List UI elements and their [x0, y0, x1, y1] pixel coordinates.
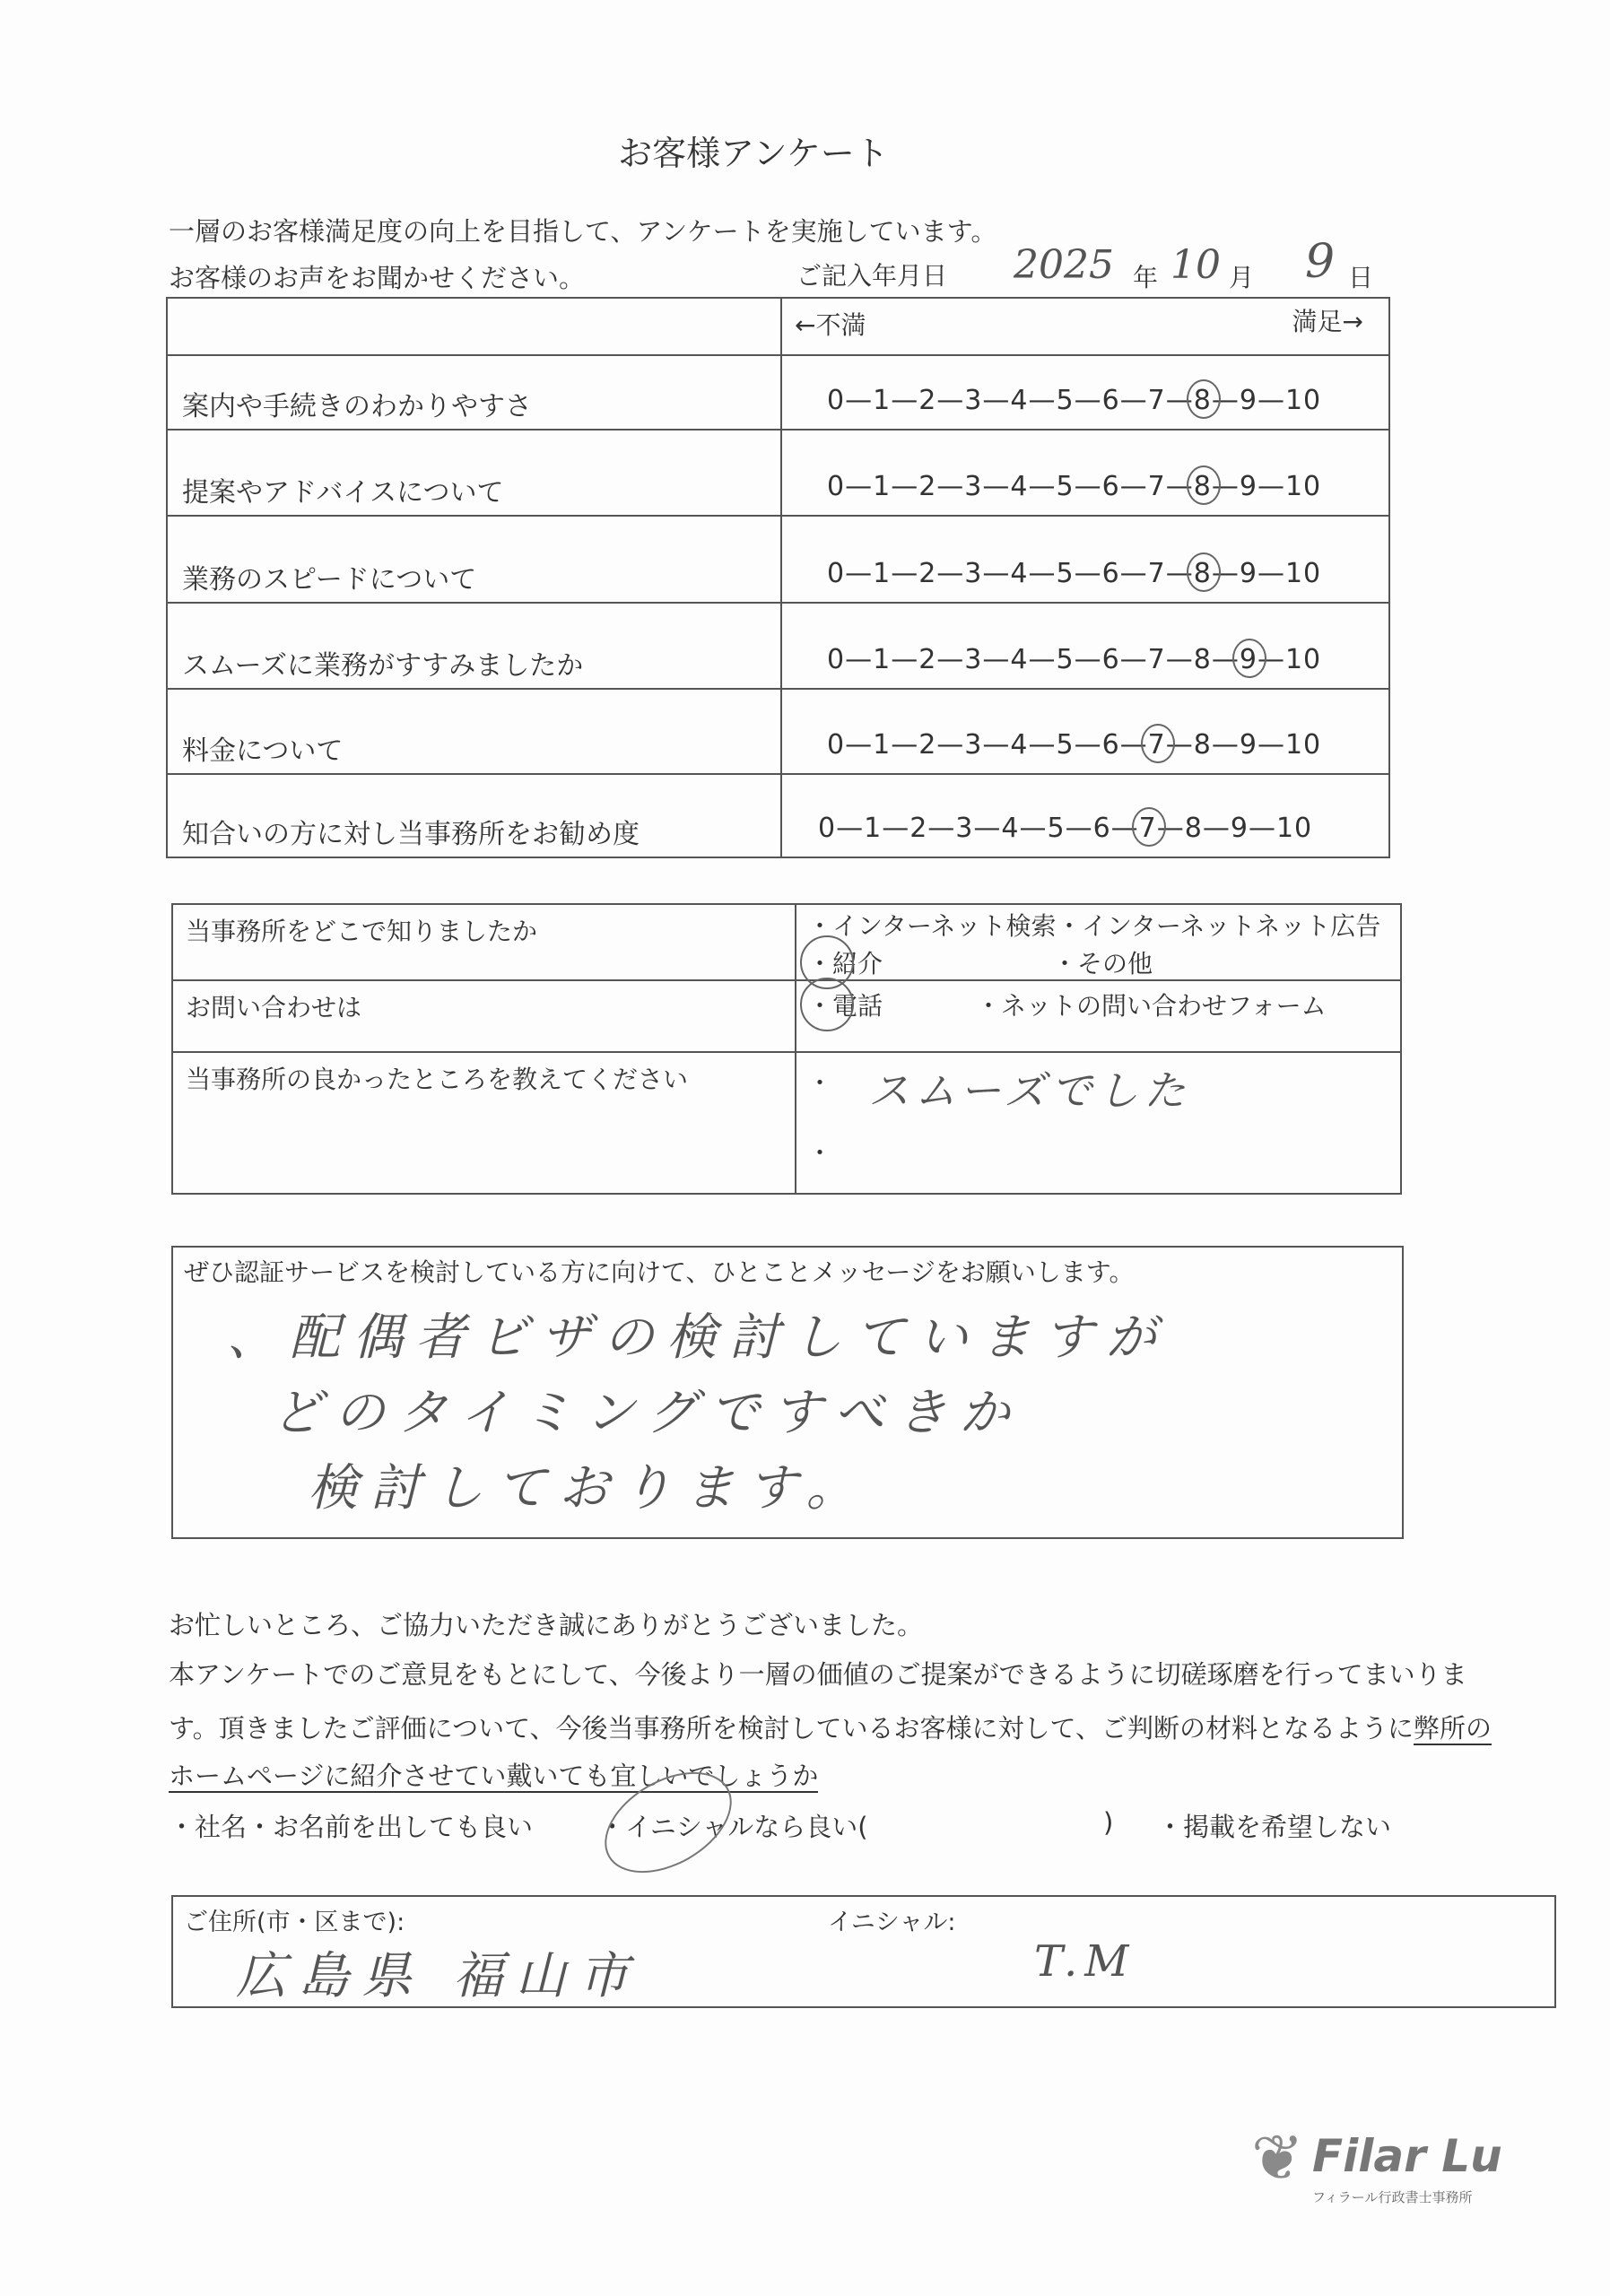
score-option[interactable]: 3 [964, 729, 983, 761]
score-option[interactable]: 7 [1147, 385, 1166, 416]
closing-line-3 [169, 1709, 1492, 1745]
page-title: お客様アンケート [618, 134, 889, 173]
rating-row [167, 516, 1389, 603]
score-option[interactable]: 2 [909, 813, 928, 844]
scale-dash: — [982, 385, 1011, 416]
score-option[interactable]: 10 [1284, 729, 1322, 761]
rating-question-cell [167, 689, 781, 774]
scale-dash: — [982, 729, 1011, 761]
intro-line-2: お客様のお声をお聞かせください。 [169, 263, 586, 293]
scale-dash: — [936, 558, 965, 589]
scale-dash: — [1074, 471, 1102, 502]
closing-line-2: 本アンケートでのご意見をもとにして、今後より一層の価値のご提案ができるように切磋琢磨を行ってまいりま [169, 1659, 1467, 1690]
score-option[interactable]: 4 [1010, 729, 1029, 761]
rating-scale-cell [781, 516, 1389, 603]
score-option[interactable]: 4 [1010, 644, 1029, 675]
option-internet-ad[interactable]: ・インターネットネット広告 [1057, 911, 1381, 941]
scale-dash: — [1074, 385, 1102, 416]
month-unit: 月 [1229, 263, 1255, 292]
rating-scale-cell [781, 603, 1389, 689]
scale-dash: — [1028, 729, 1057, 761]
option-other[interactable]: ・その他 [1052, 949, 1153, 978]
rating-header [781, 298, 1389, 355]
info-table [171, 903, 1402, 1195]
rating-table [166, 297, 1390, 858]
leaf-logo-icon: ❦ [1251, 2121, 1304, 2195]
logo-subtitle: フィラール行政書士事務所 [1312, 2189, 1473, 2205]
score-option[interactable]: 0 [827, 385, 846, 416]
scale-dash: — [891, 558, 919, 589]
address-box [171, 1895, 1556, 2008]
rating-scale-cell [781, 355, 1389, 430]
underlined-text: 弊所の [1413, 1713, 1492, 1744]
rating-scale-cell [781, 689, 1389, 774]
publish-option-name[interactable]: ・社名・お名前を出しても良い [169, 1812, 534, 1842]
rating-question-cell [167, 430, 781, 516]
rating-question: 料金について [182, 735, 344, 767]
score-option[interactable]: 5 [1056, 729, 1075, 761]
score-option[interactable]: 1 [873, 471, 892, 502]
score-option-selected[interactable]: 7 [1147, 729, 1166, 761]
message-line-2: どのタイミングですべきか [272, 1384, 1023, 1442]
rating-scale [827, 729, 1321, 761]
rating-question-cell [167, 603, 781, 689]
score-option[interactable]: 2 [918, 729, 937, 761]
scale-dash: — [1028, 644, 1057, 675]
scale-dash: — [845, 729, 874, 761]
score-option[interactable]: 3 [964, 558, 983, 589]
scale-dash: — [1211, 558, 1240, 589]
score-option[interactable]: 4 [1010, 471, 1029, 502]
scale-dash: — [1156, 813, 1185, 844]
score-option[interactable]: 1 [864, 813, 883, 844]
rating-question: 業務のスピードについて [182, 564, 477, 596]
scale-dash: — [982, 644, 1011, 675]
bullet: ・ [807, 1068, 833, 1098]
score-option[interactable]: 6 [1101, 385, 1120, 416]
score-option[interactable]: 4 [1010, 558, 1029, 589]
date-year[interactable]: 2025 [1014, 242, 1114, 288]
rating-row [167, 430, 1389, 516]
publish-paren-close: ) [1103, 1807, 1114, 1838]
scale-dash: — [891, 385, 919, 416]
intro-line-1: 一層のお客様満足度の向上を目指して、アンケートを実施しています。 [169, 216, 997, 247]
score-option[interactable]: 5 [1047, 813, 1066, 844]
date-label: ご記入年月日 [796, 261, 948, 291]
scale-dash: — [845, 385, 874, 416]
scale-dash: — [1211, 644, 1240, 675]
scale-dash: — [1119, 471, 1148, 502]
score-option[interactable]: 6 [1101, 471, 1120, 502]
rating-header-blank [167, 298, 781, 355]
score-option[interactable]: 2 [918, 644, 937, 675]
scale-dash: — [891, 729, 919, 761]
score-option[interactable]: 10 [1284, 471, 1322, 502]
score-option[interactable]: 9 [1239, 385, 1258, 416]
dissatisfied-label: ←不満 [795, 310, 866, 340]
scale-dash: — [1211, 729, 1240, 761]
rating-scale-cell [781, 774, 1389, 857]
score-option[interactable]: 5 [1056, 471, 1075, 502]
score-option[interactable]: 5 [1056, 644, 1075, 675]
rating-scale [827, 644, 1321, 675]
date-day[interactable]: 9 [1305, 235, 1336, 289]
rating-question: スムーズに業務がすすみましたか [182, 650, 584, 682]
source-question: 当事務所をどこで知りましたか [186, 917, 538, 946]
rating-row [167, 774, 1389, 857]
bullet: ・ [807, 1138, 833, 1168]
date-month[interactable]: 10 [1171, 242, 1221, 288]
scale-dash: — [891, 644, 919, 675]
score-option[interactable]: 10 [1284, 558, 1322, 589]
scale-dash: — [1257, 729, 1285, 761]
scale-dash: — [1165, 558, 1194, 589]
scale-dash: — [1257, 644, 1285, 675]
score-option[interactable]: 3 [964, 644, 983, 675]
scale-dash: — [1202, 813, 1231, 844]
score-option[interactable]: 1 [873, 385, 892, 416]
score-option[interactable]: 0 [827, 644, 846, 675]
scale-dash: — [1028, 558, 1057, 589]
score-option[interactable]: 7 [1147, 558, 1166, 589]
rating-scale [827, 471, 1321, 502]
score-option[interactable]: 9 [1239, 729, 1258, 761]
score-option[interactable]: 9 [1239, 558, 1258, 589]
score-option[interactable]: 2 [918, 385, 937, 416]
scale-dash: — [1074, 729, 1102, 761]
day-unit: 日 [1348, 263, 1374, 292]
rating-row [167, 355, 1389, 430]
score-option[interactable]: 2 [918, 471, 937, 502]
scale-dash: — [1165, 471, 1194, 502]
option-phone-selected[interactable]: ・電話 [807, 987, 883, 1022]
scale-dash: — [982, 471, 1011, 502]
scale-dash: — [845, 558, 874, 589]
publish-option-initials-selected[interactable]: ・イニシャルなら良い( [599, 1812, 868, 1842]
scale-dash: — [836, 813, 865, 844]
scale-dash: — [1119, 558, 1148, 589]
score-option[interactable]: 5 [1056, 385, 1075, 416]
scale-dash: — [1165, 385, 1194, 416]
score-option[interactable]: 1 [873, 558, 892, 589]
message-line-3: 検討しております。 [308, 1459, 869, 1518]
score-option[interactable]: 6 [1092, 813, 1111, 844]
score-option[interactable]: 6 [1101, 729, 1120, 761]
score-option[interactable]: 10 [1284, 385, 1322, 416]
rating-scale [818, 813, 1312, 844]
rating-question: 知合いの方に対し当事務所をお勧め度 [182, 819, 640, 850]
score-option[interactable]: 8 [1193, 729, 1212, 761]
scale-dash: — [927, 813, 956, 844]
scale-dash: — [845, 644, 874, 675]
scale-dash: — [936, 385, 965, 416]
address-label: ご住所(市・区まで): [184, 1909, 405, 1936]
option-referral-selected[interactable]: ・紹介 [807, 944, 883, 980]
score-option[interactable]: 10 [1284, 644, 1322, 675]
satisfied-label: 満足→ [1292, 307, 1363, 336]
publish-option-decline[interactable]: ・掲載を希望しない [1157, 1812, 1392, 1842]
scale-dash: — [982, 558, 1011, 589]
score-option[interactable]: 3 [964, 471, 983, 502]
closing-line-3-text: す。頂きましたご評価について、今後当事務所を検討しているお客様に対して、ご判断の材料となるように [169, 1713, 1414, 1744]
scale-dash: — [1211, 471, 1240, 502]
scale-dash: — [1119, 385, 1148, 416]
scale-dash: — [1165, 644, 1194, 675]
scale-dash: — [1074, 558, 1102, 589]
scale-dash: — [882, 813, 910, 844]
score-option-selected[interactable]: 9 [1239, 644, 1258, 675]
scale-dash: — [1019, 813, 1048, 844]
score-option[interactable]: 9 [1230, 813, 1249, 844]
scale-dash: — [936, 644, 965, 675]
scale-dash: — [1257, 558, 1285, 589]
rating-scale [827, 385, 1321, 416]
scale-dash: — [1257, 385, 1285, 416]
scale-dash: — [1119, 729, 1148, 761]
contact-question: お問い合わせは [186, 993, 362, 1022]
score-option[interactable]: 1 [873, 729, 892, 761]
rating-row [167, 603, 1389, 689]
scale-dash: — [1119, 644, 1148, 675]
scale-dash: — [1248, 813, 1276, 844]
initial-value[interactable]: T.M [1034, 1936, 1136, 1987]
message-prompt: ぜひ認証サービスを検討している方に向けて、ひとことメッセージをお願いします。 [184, 1257, 1135, 1287]
rating-question-cell [167, 355, 781, 430]
score-option[interactable]: 9 [1239, 471, 1258, 502]
score-option[interactable]: 3 [964, 385, 983, 416]
good-points-question: 当事務所の良かったところを教えてください [186, 1065, 689, 1094]
scale-dash: — [936, 729, 965, 761]
score-option[interactable]: 1 [873, 644, 892, 675]
scale-dash: — [1028, 385, 1057, 416]
option-web-form[interactable]: ・ネットの問い合わせフォーム [976, 991, 1327, 1021]
message-line-1: 、配偶者ビザの検討していますが [227, 1309, 1169, 1367]
logo-name: Filar Lu [1312, 2130, 1502, 2182]
scale-dash: — [1028, 471, 1057, 502]
good-points-answer[interactable]: スムーズでした [868, 1066, 1191, 1115]
score-option[interactable]: 0 [827, 729, 846, 761]
scale-dash: — [1211, 385, 1240, 416]
rating-scale [827, 558, 1321, 589]
scale-dash: — [1257, 471, 1285, 502]
underlined-question: ホームページに紹介させてい戴いても宜しいでしょうか [169, 1761, 819, 1791]
score-option[interactable]: 6 [1101, 644, 1120, 675]
scale-dash: — [973, 813, 1002, 844]
scale-dash: — [891, 471, 919, 502]
score-option[interactable]: 0 [827, 558, 846, 589]
score-option[interactable]: 4 [1010, 385, 1029, 416]
scale-dash: — [1065, 813, 1093, 844]
score-option[interactable]: 4 [1001, 813, 1020, 844]
rating-question: 提案やアドバイスについて [182, 477, 504, 509]
rating-scale-cell [781, 430, 1389, 516]
score-option-selected[interactable]: 8 [1193, 558, 1212, 589]
score-option[interactable]: 7 [1147, 471, 1166, 502]
scale-dash: — [845, 471, 874, 502]
score-option[interactable]: 8 [1184, 813, 1203, 844]
score-option[interactable]: 10 [1275, 813, 1313, 844]
score-option[interactable]: 8 [1193, 644, 1212, 675]
rating-row [167, 689, 1389, 774]
score-option[interactable]: 0 [827, 471, 846, 502]
address-value[interactable]: 広島県 福山市 [236, 1947, 641, 2005]
rating-question-cell [167, 516, 781, 603]
option-internet-search[interactable]: ・インターネット検索 [807, 911, 1057, 941]
scale-dash: — [1110, 813, 1139, 844]
message-box[interactable] [171, 1246, 1404, 1539]
year-unit: 年 [1133, 263, 1159, 292]
rating-question-cell [167, 774, 781, 857]
scale-dash: — [936, 471, 965, 502]
score-option-selected[interactable]: 8 [1193, 385, 1212, 416]
score-option-selected[interactable]: 8 [1193, 471, 1212, 502]
closing-line-1: お忙しいところ、ご協力いただき誠にありがとうございました。 [169, 1610, 924, 1640]
rating-question: 案内や手続きのわかりやすさ [182, 391, 532, 422]
score-option[interactable]: 6 [1101, 558, 1120, 589]
score-option[interactable]: 0 [818, 813, 837, 844]
scale-dash: — [1165, 729, 1194, 761]
score-option[interactable]: 2 [918, 558, 937, 589]
initial-label: イニシャル: [828, 1909, 956, 1936]
score-option[interactable]: 7 [1147, 644, 1166, 675]
score-option[interactable]: 3 [955, 813, 974, 844]
scale-dash: — [1074, 644, 1102, 675]
score-option-selected[interactable]: 7 [1138, 813, 1157, 844]
score-option[interactable]: 5 [1056, 558, 1075, 589]
